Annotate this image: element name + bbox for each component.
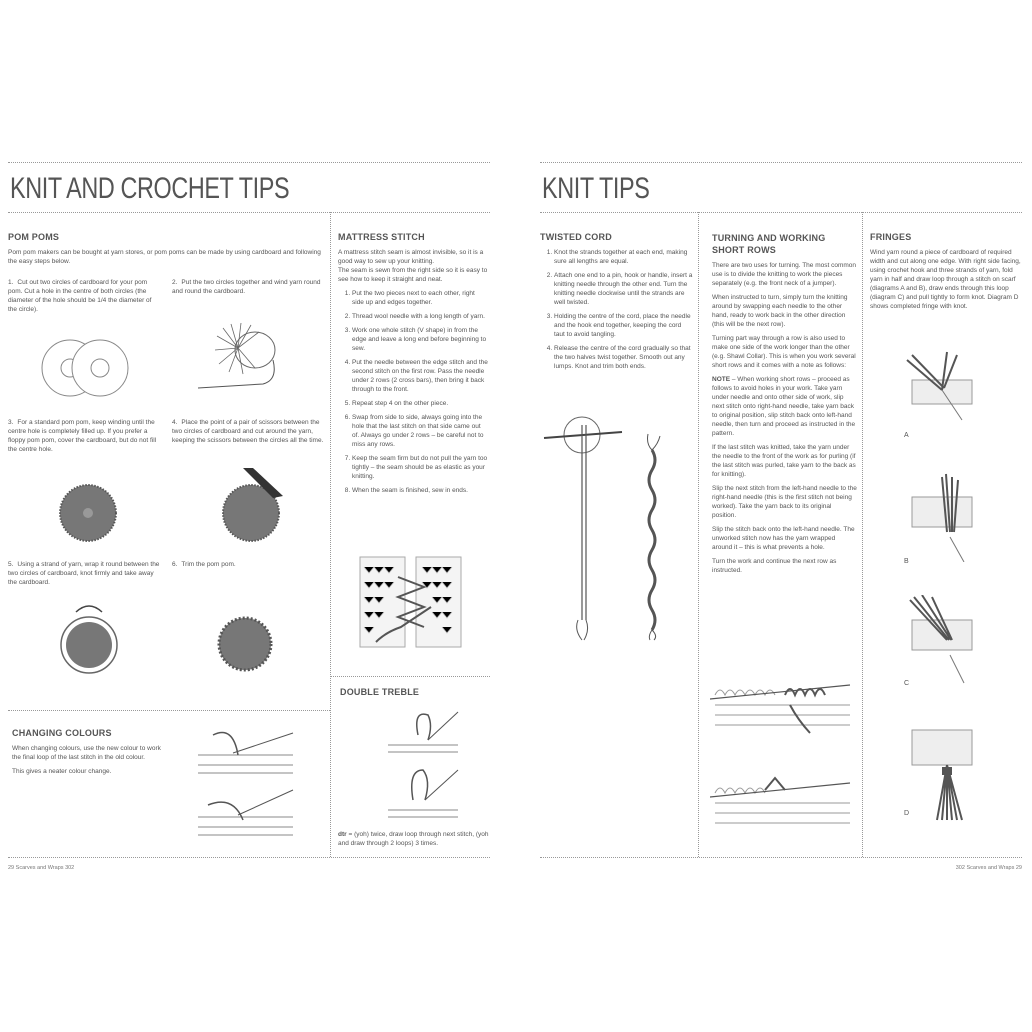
title-divider [8, 212, 490, 213]
list-item: 4. Release the centre of the cord gradually so that the two halves twist together. Smooth out any lumps. Knot and trim both ends. [554, 344, 693, 371]
short-rows-p1: There are two uses for turning. The most common use is to divide the knitting to work the pieces separately (e.g. the front neck of a jumper). [712, 262, 857, 287]
title-divider [540, 212, 1022, 213]
mattress-intro-2: The seam is sewn from the right side so it is easy to see how to keep it straight and neat. [338, 267, 488, 283]
pom-step-5: 5. Using a strand of yarn, wrap it round between the two circles of cardboard, knot firmly and take away the cardboard. [8, 561, 160, 586]
list-item: 4. Put the needle between the edge stitch and the second stitch on the first row. Pass the needle under 2 rows (2 cross bars), then bring it back through to the front. [352, 358, 488, 394]
list-item: 8. When the seam is finished, sew in ends. [352, 486, 488, 495]
bottom-divider [540, 857, 1022, 858]
list-item: 3. Work one whole stitch (V shape) in from the edge and leave a long end before beginning to sew. [352, 326, 488, 353]
top-divider [8, 162, 490, 163]
page-footer: 29 Scarves and Wraps 302 [8, 865, 75, 871]
tying-pom-pom-illustration [56, 600, 126, 680]
list-item: 6. Swap from side to side, always going into the hole that the last stitch on that side came out of. Always go under 2 rows – be careful not to miss any rows. [352, 413, 488, 449]
diagram-label-d: D [904, 810, 910, 817]
mattress-stitch-illustration [356, 552, 466, 652]
section-divider [8, 710, 330, 711]
double-treble-illustration [383, 700, 473, 825]
pom-step-4: 4. Place the point of a pair of scissors between the two circles of cardboard and cut around the yarn, keeping the scissors between the circles all the time. [172, 419, 324, 444]
changing-colours-note: This gives a neater colour change. [12, 768, 112, 775]
fringe-diagram-c [902, 595, 982, 695]
short-rows-note: NOTE – When working short rows – proceed as follows to avoid holes in your work. Take yarn under needle and onto other side of work, slip next stitch onto right-hand needle, take yarn back to original position, slip stitch back onto left-hand needle, then turn and proceed as instructed in the pattern. [712, 376, 856, 437]
fringe-diagram-b [902, 472, 982, 562]
section-heading: TWISTED CORD [540, 232, 612, 242]
changing-colours-section [12, 728, 162, 781]
section-heading: POM POMS [8, 232, 60, 242]
list-item: 3. Holding the centre of the cord, place the needle and the hook end together, keeping the cord taut to avoid tangling. [554, 312, 693, 339]
right-page [540, 160, 1022, 880]
list-item: 2. Thread wool needle with a long length of yarn. [352, 312, 488, 321]
fringe-diagram-d [902, 725, 982, 825]
twisted-cord-illustration [542, 410, 687, 645]
short-rows-p5: If the last stitch was knitted, take the yarn under the needle to the front of the work as for purling (if the last stitch was purled, take yarn to the back as for knitting). [712, 444, 856, 478]
section-heading: MATTRESS STITCH [338, 232, 425, 242]
top-divider [540, 162, 1022, 163]
cutting-pom-pom-illustration [213, 468, 293, 548]
double-treble-text: dtr = (yoh) twice, draw loop through next stitch, (yoh and draw through 2 loops) 3 times. [338, 831, 489, 847]
page-footer: 302 Scarves and Wraps 29 [955, 865, 1022, 871]
pom-step-1: 1. Cut out two circles of cardboard for your pom pom. Cut a hole in the centre of both circles (the diameter of the hole should be 1/4 the diameter of the circle). [8, 279, 152, 313]
diagram-label-b: B [904, 558, 909, 565]
cardboard-circles-illustration [36, 335, 132, 399]
winding-yarn-illustration [193, 320, 293, 400]
fringes-text: Wind yarn round a piece of cardboard of required width and cut along one edge. With right side facing, using crochet hook and three strands of yarn, fold yarn in half and draw loop through a stitch on scarf (diagrams A and B), draw ends through this loop (diagram C) and pull tightly to form knot. Diagram D shows completed fringe with knot. [870, 249, 1021, 310]
diagram-label-c: C [904, 680, 910, 687]
changing-colours-text: When changing colours, use the new colour to work the final loop of the last stitch in the old colour. [12, 745, 161, 761]
short-rows-p3: Turning part way through a row is also used to make one side of the work longer than the other (e.g. Shawl Collar). This is when you work several short rows and it comes with a note as follows: [712, 335, 856, 369]
list-item: 1. Put the two pieces next to each other, right side up and edges together. [352, 289, 488, 307]
list-item: 7. Keep the seam firm but do not pull the yarn too tightly – the seam should be as elastic as your knitting. [352, 454, 488, 481]
trimmed-pom-pom-illustration [213, 612, 278, 677]
twisted-cord-steps [540, 248, 693, 371]
mattress-stitch-section [338, 232, 488, 500]
changing-colours-illustration [193, 725, 303, 845]
section-heading: FRINGES [870, 232, 912, 242]
list-item: 2. Attach one end to a pin, hook or handle, insert a knitting needle through the other end. Turn the knitting needle clockwise until the strands are well twisted. [554, 271, 693, 307]
short-rows-p2: When instructed to turn, simply turn the knitting around by swapping each needle to the other hand, ready to work back in the other direction (this will be the next row). [712, 294, 848, 328]
mattress-intro-1: A mattress stitch seam is almost invisible, so it is a good way to sew up your knitting. [338, 249, 484, 265]
column-divider-2 [862, 212, 863, 857]
fringes-section [870, 232, 1022, 316]
fringe-diagram-a [902, 350, 982, 440]
list-item: 5. Repeat step 4 on the other piece. [352, 399, 488, 408]
pom-poms-section [8, 232, 323, 271]
section-heading: DOUBLE TREBLE [340, 687, 420, 697]
section-heading: TURNING AND WORKING SHORT ROWS [712, 233, 826, 255]
page-title: KNIT AND CROCHET TIPS [10, 172, 290, 205]
section-divider-right [330, 676, 490, 677]
page-title: KNIT TIPS [542, 172, 650, 205]
wound-pom-pom-illustration [53, 478, 123, 548]
pom-poms-intro: Pom pom makers can be bought at yarn stores, or pom poms can be made by using cardboard and following the easy steps below. [8, 249, 321, 265]
twisted-cord-section [540, 232, 693, 376]
diagram-label-a: A [904, 432, 909, 439]
short-rows-section [712, 232, 857, 580]
pom-step-2: 2. Put the two circles together and wind yarn round and round the cardboard. [172, 279, 321, 295]
column-divider [330, 212, 331, 857]
short-rows-p8: Turn the work and continue the next row as instructed. [712, 558, 837, 574]
short-rows-p6: Slip the next stitch from the left-hand needle to the right-hand needle (this is the first stitch not being worked). Take the yarn back to its original position. [712, 485, 857, 519]
bottom-divider [8, 857, 490, 858]
short-rows-illustration [710, 675, 855, 835]
mattress-steps [338, 289, 488, 495]
short-rows-p7: Slip the stitch back onto the left-hand needle. The unworked stitch now has the yarn wrapped around it – this is what prevents a hole. [712, 526, 855, 551]
pom-step-6: 6. Trim the pom pom. [172, 561, 236, 568]
double-treble-section [340, 687, 490, 697]
list-item: 1. Knot the strands together at each end, making sure all lengths are equal. [554, 248, 693, 266]
column-divider-1 [698, 212, 699, 857]
pom-step-3: 3. For a standard pom pom, keep winding until the centre hole is completely filled up. If you prefer a floppy pom pom, cover the cardboard, but do not fill the centre hole. [8, 419, 157, 453]
left-page [8, 160, 490, 880]
section-heading: CHANGING COLOURS [12, 728, 112, 738]
